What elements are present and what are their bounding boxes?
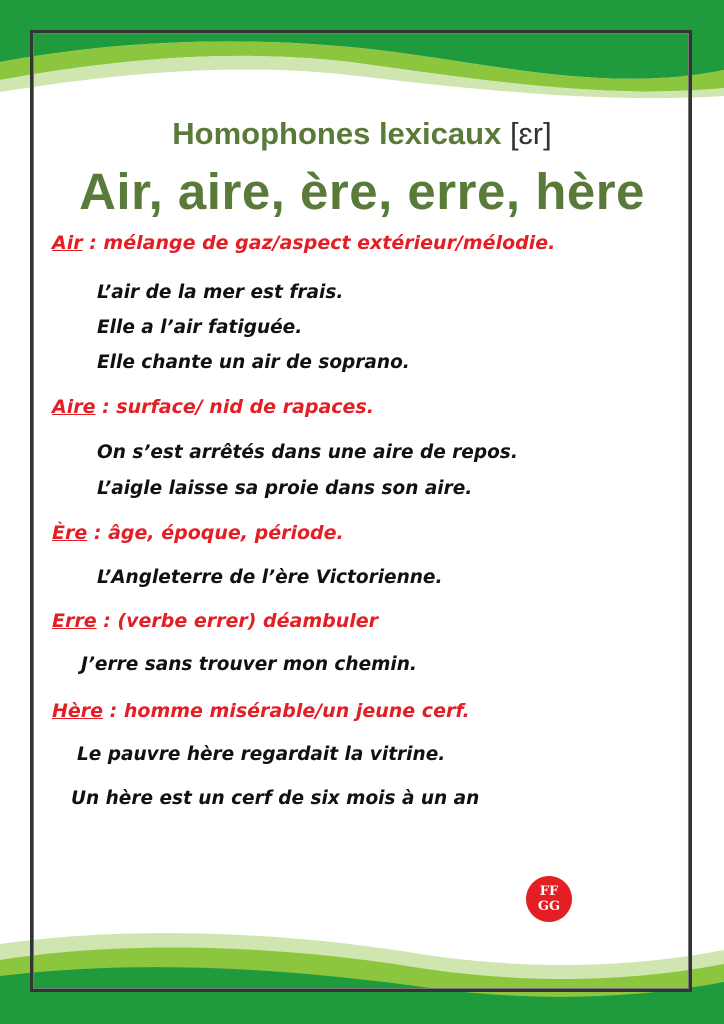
example-air-2: Elle a l’air fatiguée.: [97, 317, 303, 338]
term-air: Air: [52, 232, 83, 254]
example-air-1: L’air de la mer est frais.: [97, 282, 344, 303]
ffgg-logo: [526, 876, 572, 922]
definition-here: Hère : homme misérable/un jeune cerf.: [52, 700, 470, 722]
logo-line-2: GG: [537, 899, 561, 914]
term-erre: Erre: [52, 610, 97, 632]
definition-aire: Aire : surface/ nid de rapaces.: [52, 396, 374, 418]
term-here: Hère: [52, 700, 104, 722]
example-here-2: Un hère est un cerf de six mois à un an: [71, 788, 480, 809]
subtitle-text: Homophones lexicaux: [172, 116, 502, 151]
example-ere-1: L’Angleterre de l’ère Victorienne.: [97, 567, 443, 588]
definition-air: Air : mélange de gaz/aspect extérieur/mélodie.: [52, 232, 556, 254]
term-ere: Ère: [52, 522, 88, 544]
term-aire: Aire: [52, 396, 96, 418]
page-title: Air, aire, ère, erre, hère: [79, 163, 645, 220]
example-here-1: Le pauvre hère regardait la vitrine.: [77, 744, 446, 765]
example-aire-1: On s’est arrêtés dans une aire de repos.: [97, 442, 518, 463]
example-air-3: Elle chante un air de soprano.: [97, 352, 410, 373]
example-erre-1: J’erre sans trouver mon chemin.: [81, 654, 417, 675]
subtitle: [0, 116, 724, 152]
phonetic-notation: [ɛr]: [509, 116, 552, 151]
definition-erre: Erre : (verbe errer) déambuler: [52, 610, 379, 632]
logo-line-1: FF: [539, 884, 559, 899]
definition-ere: Ère : âge, époque, période.: [52, 522, 344, 544]
example-aire-2: L’aigle laisse sa proie dans son aire.: [97, 478, 473, 499]
